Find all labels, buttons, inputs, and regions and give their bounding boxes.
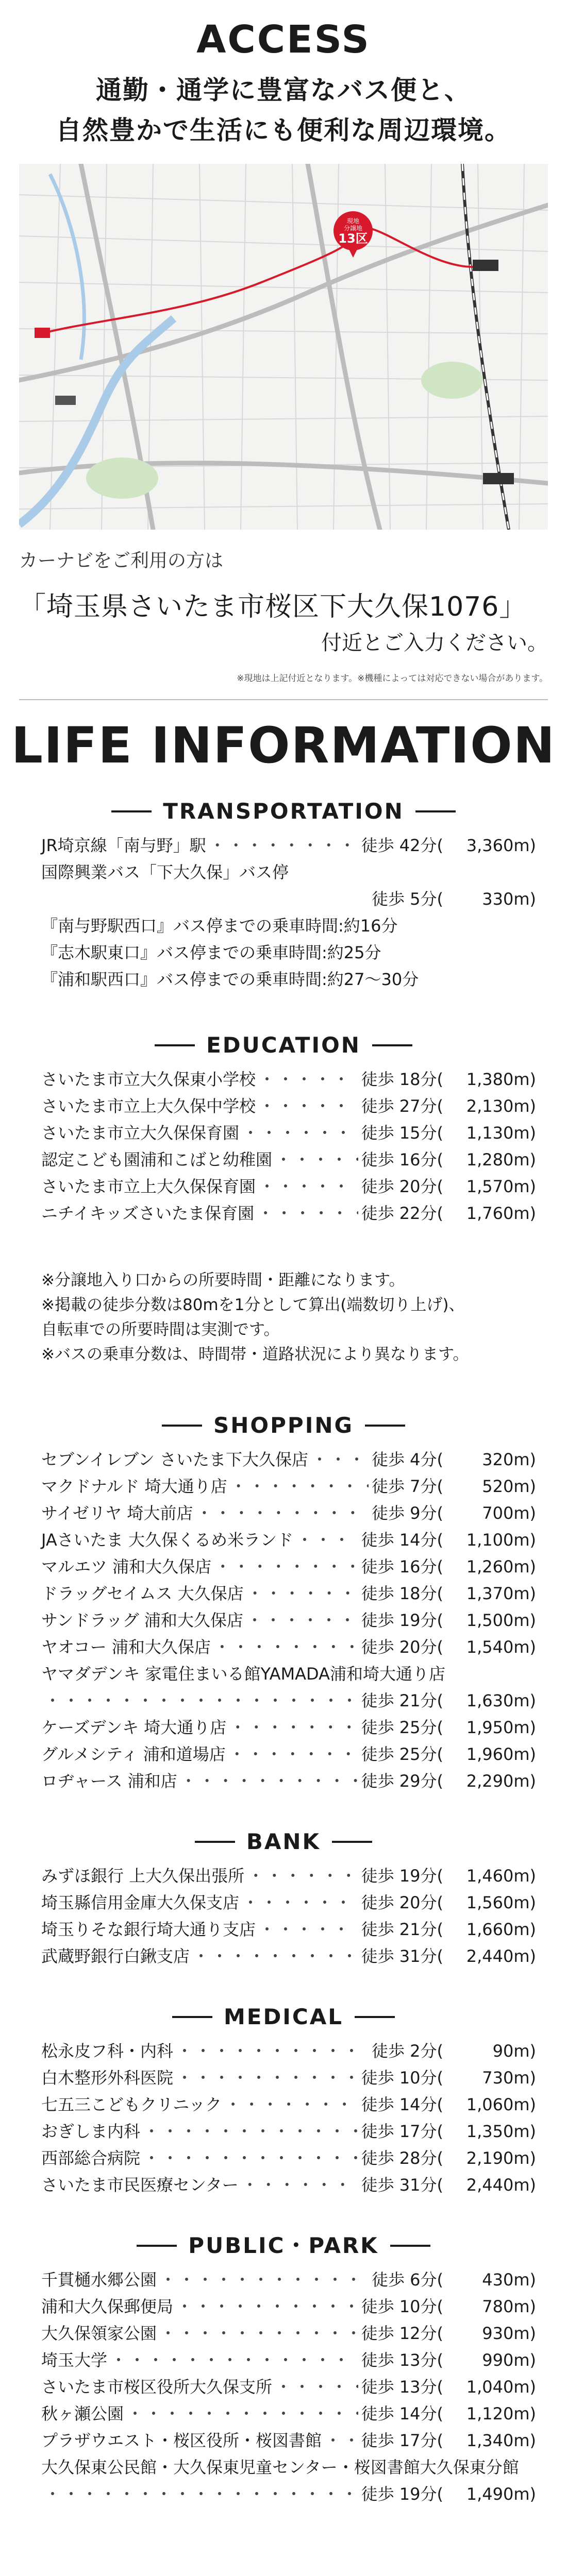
facility-name: さいたま市民医療センター [41, 2175, 239, 2195]
walk-time: 徒歩 31分( [361, 2175, 443, 2195]
facility-name: JR埼京線「南与野」駅 [41, 835, 206, 855]
facility-name: ドラッグセイムス 大久保店 [41, 1583, 244, 1603]
walk-time: 徒歩 18分( [361, 1583, 443, 1603]
walk-time: 徒歩 21分( [361, 1919, 443, 1939]
list-item [41, 1473, 536, 1500]
list-item [41, 1714, 536, 1741]
distance: 1,630m) [466, 1690, 536, 1710]
distance: 1,960m) [466, 1744, 536, 1764]
leader-dots [242, 1889, 358, 1916]
education-section [0, 1031, 567, 1227]
leader-dots [44, 1687, 358, 1714]
leader-dots [143, 2145, 358, 2172]
community-center-label: 大久保東公民館・大久保東児童センター・桜図書館大久保東分館 [41, 2457, 519, 2477]
list-item [41, 2172, 536, 2198]
list-item [41, 1607, 536, 1634]
navi-after: 付近とご入力ください。 [321, 631, 548, 655]
education-heading [0, 1031, 567, 1060]
leader-dots [247, 1862, 358, 1889]
facility-name: おぎしま内科 [41, 2121, 141, 2141]
shopping-heading [0, 1411, 567, 1440]
facility-name: さいたま市桜区役所大久保支所 [41, 2377, 273, 2397]
facility-name: みずほ銀行 上大久保出張所 [41, 1866, 245, 1886]
distance: 730m) [482, 2067, 536, 2088]
distance: 1,060m) [466, 2094, 536, 2114]
distance: 520m) [482, 1476, 536, 1496]
distance: 2,440m) [466, 2175, 536, 2195]
bank-section [0, 1827, 567, 1970]
list-item [41, 1093, 536, 1120]
walk-time: 徒歩 25分( [361, 1717, 443, 1737]
leader-dots [259, 1916, 358, 1943]
transportation-section [0, 797, 567, 993]
shopping-heading-text: SHOPPING [213, 1412, 354, 1438]
facility-name: さいたま市立大久保保育園 [41, 1123, 240, 1143]
transportation-heading [0, 797, 567, 826]
leader-dots [160, 2266, 369, 2293]
list-item [41, 2481, 536, 2507]
facility-name: ニチイキッズさいたま保育園 [41, 1203, 255, 1223]
facility-name: さいたま市立上大久保中学校 [41, 1096, 256, 1116]
facility-name: サンドラッグ 浦和大久保店 [41, 1610, 243, 1630]
distance: 1,040m) [466, 2377, 536, 2397]
list-item [41, 2347, 536, 2374]
walk-time: 徒歩 9分( [371, 1503, 443, 1523]
walk-time: 徒歩 31分( [361, 1946, 443, 1966]
list-item [41, 2374, 536, 2400]
shopping-list-2 [0, 1714, 536, 1794]
note-line: ※バスの乗車分数は、時間帯・道路状況により異なります。 [41, 1345, 469, 1364]
walk-time: 徒歩 10分( [361, 2067, 443, 2088]
leader-dots [176, 2038, 369, 2064]
distance: 700m) [482, 1503, 536, 1523]
walk-time: 徒歩 20分( [361, 1637, 443, 1657]
distance: 1,280m) [466, 1149, 536, 1170]
walk-time: 徒歩 28分( [361, 2148, 443, 2168]
medical-section [0, 2003, 567, 2198]
list-item [41, 1446, 536, 1473]
leader-dots [230, 1473, 369, 1500]
facility-name: 認定こども園浦和こばと幼稚園 [41, 1149, 273, 1170]
heading-rule-left [137, 2245, 177, 2247]
navi-address: 「埼玉県さいたま市桜区下大久保1076」 [19, 591, 527, 622]
heading-rule-left [172, 2016, 212, 2018]
public-park-heading [0, 2231, 567, 2260]
list-item [41, 1916, 536, 1943]
walk-time: 徒歩 12分( [361, 2323, 443, 2343]
shopping-section [0, 1411, 567, 1794]
leader-dots [44, 2481, 358, 2507]
leader-dots [214, 1553, 358, 1580]
leader-dots [127, 2400, 358, 2427]
education-list [0, 1066, 536, 1227]
distance: 1,500m) [466, 1610, 536, 1630]
walk-time: 徒歩 16分( [361, 1556, 443, 1577]
leader-dots [275, 1146, 358, 1173]
leader-dots [229, 1741, 358, 1768]
list-item [41, 2266, 536, 2293]
bank-heading [0, 1827, 567, 1856]
walk-time: 徒歩 17分( [361, 2121, 443, 2141]
bank-list [0, 1862, 536, 1970]
access-title: ACCESS [196, 18, 371, 62]
distance: 1,950m) [466, 1717, 536, 1737]
distance: 3,360m) [466, 835, 536, 855]
list-item [41, 2427, 536, 2454]
list-item [41, 1173, 536, 1200]
distance: 1,760m) [466, 1203, 536, 1223]
leader-dots [242, 1120, 358, 1146]
leader-dots [143, 2118, 358, 2145]
list-item [41, 2145, 536, 2172]
list-item [41, 2320, 536, 2347]
car-navi-section [0, 530, 567, 684]
walk-time: 徒歩 14分( [361, 2403, 443, 2424]
bus-ride-time: 『志木駅東口』バス停までの乗車時間:約25分 [41, 942, 381, 962]
walk-time: 徒歩 16分( [361, 1149, 443, 1170]
facility-name: 千貫樋水郷公園 [41, 2269, 157, 2290]
leader-dots [242, 2172, 358, 2198]
leader-dots [296, 1527, 358, 1553]
list-item [41, 1741, 536, 1768]
distance: 1,660m) [466, 1919, 536, 1939]
distance: 2,290m) [466, 1771, 536, 1791]
bus-ride-time: 『南与野駅西口』バス停までの乗車時間:約16分 [41, 916, 398, 936]
public-park-list [0, 2266, 536, 2454]
facility-name: さいたま市立上大久保保育園 [41, 1176, 256, 1196]
heading-rule-right [372, 1044, 412, 1046]
leader-dots [247, 1580, 358, 1607]
area-map[interactable] [19, 164, 548, 530]
facility-name: プラザウエスト・桜区役所・桜図書館 [41, 2430, 322, 2450]
shopping-list [0, 1446, 536, 1660]
distance: 990m) [482, 2350, 536, 2370]
distance: 2,190m) [466, 2148, 536, 2168]
note-line: ※分譲地入り口からの所要時間・距離になります。 [41, 1270, 405, 1290]
list-item [41, 1943, 536, 1970]
distance: 430m) [482, 2269, 536, 2290]
tagline-line-1: 通勤・通学に豊富なバス便と、 [96, 75, 471, 105]
list-item [41, 1687, 536, 1714]
list-item [41, 1553, 536, 1580]
leader-dots [259, 1093, 358, 1120]
walk-time: 徒歩 13分( [361, 2377, 443, 2397]
leader-dots [259, 1066, 358, 1093]
distance: 330m) [482, 889, 536, 909]
leader-dots [209, 832, 358, 859]
pin-top-label: 現地 [346, 217, 359, 225]
facility-name: 七五三こどもクリニック [41, 2094, 222, 2114]
heading-rule-left [162, 1425, 202, 1427]
list-item [41, 886, 536, 912]
walk-time: 徒歩 25分( [361, 1744, 443, 1764]
facility-name: 武蔵野銀行白鍬支店 [41, 1946, 190, 1966]
distance: 1,100m) [466, 1530, 536, 1550]
facility-name: マルエツ 浦和大久保店 [41, 1556, 212, 1577]
facility-name: 松永皮フ科・内科 [41, 2041, 174, 2061]
list-item [41, 2293, 536, 2320]
note-line: ※掲載の徒歩分数は80mを1分として算出(端数切り上げ)、 [41, 1295, 465, 1314]
leader-dots [110, 2347, 358, 2374]
list-item [41, 1120, 536, 1146]
heading-rule-left [111, 810, 152, 812]
leader-dots [180, 1768, 358, 1794]
heading-rule-left [155, 1044, 195, 1046]
leader-dots [325, 2427, 358, 2454]
yamada-label: ヤマダデンキ 家電住まいる館YAMADA浦和埼大通り店 [41, 1664, 445, 1684]
distance: 1,460m) [466, 1866, 536, 1886]
leader-dots [229, 1714, 358, 1741]
facility-name: マクドナルド 埼大通り店 [41, 1476, 227, 1496]
distance: 1,370m) [466, 1583, 536, 1603]
facility-name: 西部総合病院 [41, 2148, 141, 2168]
heading-rule-right [390, 2245, 430, 2247]
distance: 1,350m) [466, 2121, 536, 2141]
list-item [41, 1500, 536, 1527]
distance: 1,560m) [466, 1892, 536, 1912]
facility-name: JAさいたま 大久保くるめ米ランド [41, 1530, 293, 1550]
distance: 780m) [482, 2296, 536, 2316]
transportation-heading-text: TRANSPORTATION [163, 798, 404, 824]
note-line: 自転車での所要時間は実測です。 [41, 1320, 280, 1339]
leader-dots [193, 1943, 358, 1970]
walk-time: 徒歩 2分( [371, 2041, 443, 2061]
list-item [41, 2400, 536, 2427]
facility-name: さいたま市立大久保東小学校 [41, 1069, 256, 1089]
heading-rule-right [332, 1841, 372, 1843]
walk-time: 徒歩 14分( [361, 2094, 443, 2114]
bus-stop-label: 国際興業バス「下大久保」バス停 [41, 862, 289, 882]
facility-name: ヤオコー 浦和大久保店 [41, 1637, 211, 1657]
walk-time: 徒歩 19分( [361, 2484, 443, 2504]
walk-time: 徒歩 29分( [361, 1771, 443, 1791]
site-pin[interactable] [333, 211, 373, 250]
heading-rule-right [415, 810, 456, 812]
facility-name: ロヂャース 浦和店 [41, 1771, 177, 1791]
distance: 930m) [482, 2323, 536, 2343]
walk-time: 徒歩 20分( [361, 1176, 443, 1196]
walk-time: 徒歩 13分( [361, 2350, 443, 2370]
notes [0, 1268, 567, 1367]
medical-heading [0, 2003, 567, 2031]
walk-time: 徒歩 19分( [361, 1866, 443, 1886]
leader-dots [275, 2374, 358, 2400]
divider [19, 699, 548, 700]
walk-time: 徒歩 7分( [371, 1476, 443, 1496]
public-park-heading-text: PUBLIC・PARK [188, 2232, 379, 2258]
list-item [41, 832, 536, 859]
walk-time: 徒歩 21分( [361, 1690, 443, 1710]
leader-dots [246, 1607, 358, 1634]
list-item [41, 1146, 536, 1173]
leader-dots [225, 2091, 358, 2118]
leader-dots [160, 2320, 358, 2347]
education-heading-text: EDUCATION [206, 1032, 361, 1058]
heading-rule-right [355, 2016, 395, 2018]
walk-time: 徒歩 20分( [361, 1892, 443, 1912]
distance: 1,380m) [466, 1069, 536, 1089]
medical-heading-text: MEDICAL [223, 2004, 344, 2029]
navi-note: ※現地は上記付近となります。※機種によっては対応できない場合があります。 [237, 673, 548, 684]
list-item [41, 1634, 536, 1660]
list-item [41, 1580, 536, 1607]
tagline-line-2: 自然豊かで生活にも便利な周辺環境。 [56, 115, 511, 145]
facility-name: 秋ヶ瀬公園 [41, 2403, 124, 2424]
walk-time: 徒歩 42分( [361, 835, 443, 855]
list-item [41, 2064, 536, 2091]
leader-dots [176, 2293, 358, 2320]
distance: 320m) [482, 1449, 536, 1469]
leader-dots [311, 1446, 369, 1473]
walk-time: 徒歩 19分( [361, 1610, 443, 1630]
list-item [41, 1066, 536, 1093]
list-item [41, 2038, 536, 2064]
distance: 1,260m) [466, 1556, 536, 1577]
public-park-section [0, 2231, 567, 2507]
walk-time: 徒歩 18分( [361, 1069, 443, 1089]
facility-name: サイゼリヤ 埼大前店 [41, 1503, 193, 1523]
distance: 1,570m) [466, 1176, 536, 1196]
facility-name: セブンイレブン さいたま下大久保店 [41, 1449, 309, 1469]
facility-name: 白木整形外科医院 [41, 2067, 174, 2088]
heading-rule-left [195, 1841, 235, 1843]
walk-time: 徒歩 10分( [361, 2296, 443, 2316]
distance: 1,130m) [466, 1123, 536, 1143]
distance: 90m) [492, 2041, 536, 2061]
leader-dots [176, 2064, 358, 2091]
walk-time: 徒歩 15分( [361, 1123, 443, 1143]
distance: 1,490m) [466, 2484, 536, 2504]
list-item [41, 1768, 536, 1794]
leader-dots [196, 1500, 369, 1527]
pin-middle-label: 分譲地 [343, 225, 362, 232]
list-item [41, 1862, 536, 1889]
facility-name: ケーズデンキ 埼大通り店 [41, 1717, 227, 1737]
walk-time: 徒歩 22分( [361, 1203, 443, 1223]
facility-name: 埼玉りそな銀行埼大通り支店 [41, 1919, 256, 1939]
list-item [41, 1889, 536, 1916]
distance: 2,440m) [466, 1946, 536, 1966]
leader-dots [259, 1173, 358, 1200]
tagline [0, 70, 567, 150]
facility-name: 大久保領家公園 [41, 2323, 157, 2343]
facility-name: 埼玉縣信用金庫大久保支店 [41, 1892, 240, 1912]
pin-main-label: 13区 [338, 231, 368, 246]
medical-list [0, 2038, 536, 2198]
walk-time: 徒歩 17分( [361, 2430, 443, 2450]
distance: 1,340m) [466, 2430, 536, 2450]
list-item [41, 1200, 536, 1227]
list-item [41, 2118, 536, 2145]
list-item [41, 2091, 536, 2118]
distance: 1,120m) [466, 2403, 536, 2424]
navi-lead: カーナビをご利用の方は [19, 550, 224, 571]
walk-time: 徒歩 5分( [371, 889, 443, 909]
walk-time: 徒歩 27分( [361, 1096, 443, 1116]
bank-heading-text: BANK [246, 1828, 321, 1854]
map-graphic [19, 164, 548, 530]
leader-dots [257, 1200, 358, 1227]
heading-rule-right [365, 1425, 405, 1427]
life-information-title: LIFE INFORMATION [11, 717, 556, 774]
leader-dots [214, 1634, 358, 1660]
walk-time: 徒歩 6分( [371, 2269, 443, 2290]
distance: 1,540m) [466, 1637, 536, 1657]
distance: 2,130m) [466, 1096, 536, 1116]
bus-ride-time: 『浦和駅西口』バス停までの乗車時間:約27〜30分 [41, 969, 419, 989]
facility-name: 浦和大久保郵便局 [41, 2296, 174, 2316]
facility-name: グルメシティ 浦和道場店 [41, 1744, 226, 1764]
facility-name: 埼玉大学 [41, 2350, 108, 2370]
walk-time: 徒歩 14分( [361, 1530, 443, 1550]
list-item [41, 1527, 536, 1553]
walk-time: 徒歩 4分( [371, 1449, 443, 1469]
